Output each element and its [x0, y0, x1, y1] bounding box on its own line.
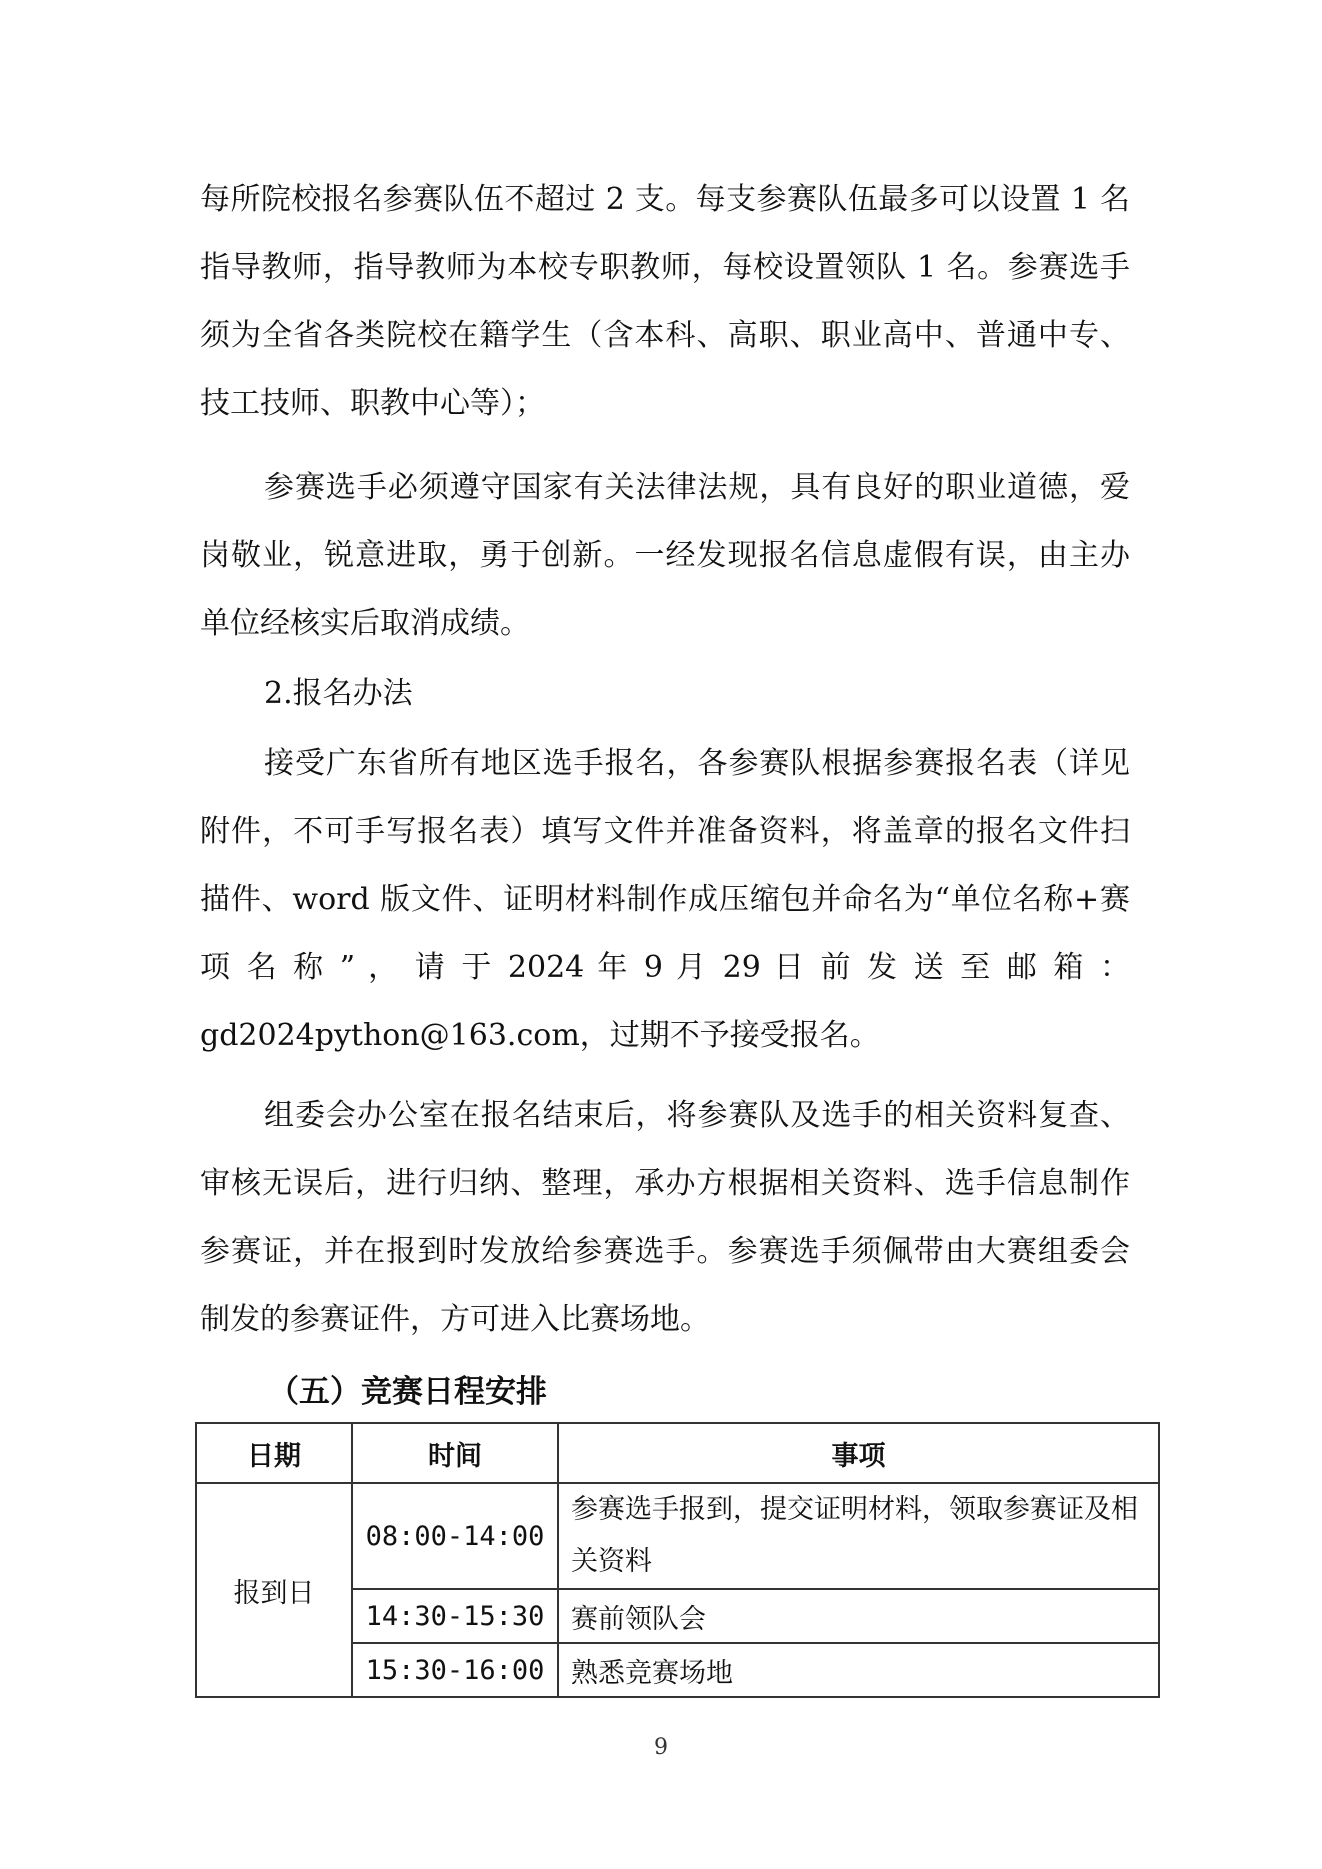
text-line: 制发的参赛证件，方可进入比赛场地。: [200, 1302, 710, 1337]
item-cell: 参赛选手报到，提交证明材料，领取参赛证及相关资料: [558, 1483, 1159, 1589]
text-line: 岗敬业，锐意进取，勇于创新。一经发现报名信息虚假有误，由主办: [200, 538, 1130, 573]
text-line: 参赛证，并在报到时发放给参赛选手。参赛选手须佩带由大赛组委会: [200, 1234, 1130, 1269]
text-line: 参赛选手必须遵守国家有关法律法规，具有良好的职业道德，爱: [264, 470, 1130, 505]
schedule-table: [195, 1422, 1160, 1698]
text-line: 描件、word 版文件、证明材料制作成压缩包并命名为“单位名称+赛: [200, 882, 1130, 917]
date-cell: 报到日: [196, 1483, 352, 1697]
text-line: 附件，不可手写报名表）填写文件并准备资料，将盖章的报名文件扫: [200, 814, 1130, 849]
paragraph-eligibility: [200, 166, 1130, 438]
table-header-row: [196, 1423, 1159, 1483]
text-line: gd2024python@163.com，过期不予接受报名。: [200, 1018, 880, 1053]
time-cell: 15:30-16:00: [352, 1643, 558, 1697]
section-heading: （五）竞赛日程安排: [268, 1374, 547, 1410]
header-date: 日期: [196, 1423, 352, 1483]
header-time: 时间: [352, 1423, 558, 1483]
header-item: 事项: [558, 1423, 1159, 1483]
text-line: 项 名 称 ” ， 请 于 2024 年 9 月 29 日 前 发 送 至 邮 箱 ：: [200, 950, 1130, 985]
text-line: 技工技师、职教中心等）；: [200, 386, 545, 421]
text-line: 审核无误后，进行归纳、整理，承办方根据相关资料、选手信息制作: [200, 1166, 1130, 1201]
paragraph-registration: [200, 730, 1130, 1070]
table-row: [196, 1483, 1159, 1589]
text-line: 须为全省各类院校在籍学生（含本科、高职、职业高中、普通中专、: [200, 318, 1130, 353]
text-line: 接受广东省所有地区选手报名，各参赛队根据参赛报名表（详见: [264, 746, 1130, 781]
subheading-registration-method: [200, 660, 1130, 728]
text-line: 组委会办公室在报名结束后，将参赛队及选手的相关资料复查、: [264, 1098, 1130, 1133]
paragraph-conduct: [200, 454, 1130, 658]
text-line: 每所院校报名参赛队伍不超过 2 支。每支参赛队伍最多可以设置 1 名: [200, 182, 1130, 217]
text-line: 单位经核实后取消成绩。: [200, 606, 530, 641]
item-cell: 熟悉竞赛场地: [558, 1643, 1159, 1697]
time-cell: 08:00-14:00: [352, 1483, 558, 1589]
item-cell: 赛前领队会: [558, 1589, 1159, 1643]
time-cell: 14:30-15:30: [352, 1589, 558, 1643]
page-number: 9: [654, 1735, 668, 1760]
paragraph-review: [200, 1082, 1130, 1354]
text-line: 2.报名办法: [264, 676, 413, 711]
text-line: 指导教师，指导教师为本校专职教师，每校设置领队 1 名。参赛选手: [200, 250, 1130, 285]
